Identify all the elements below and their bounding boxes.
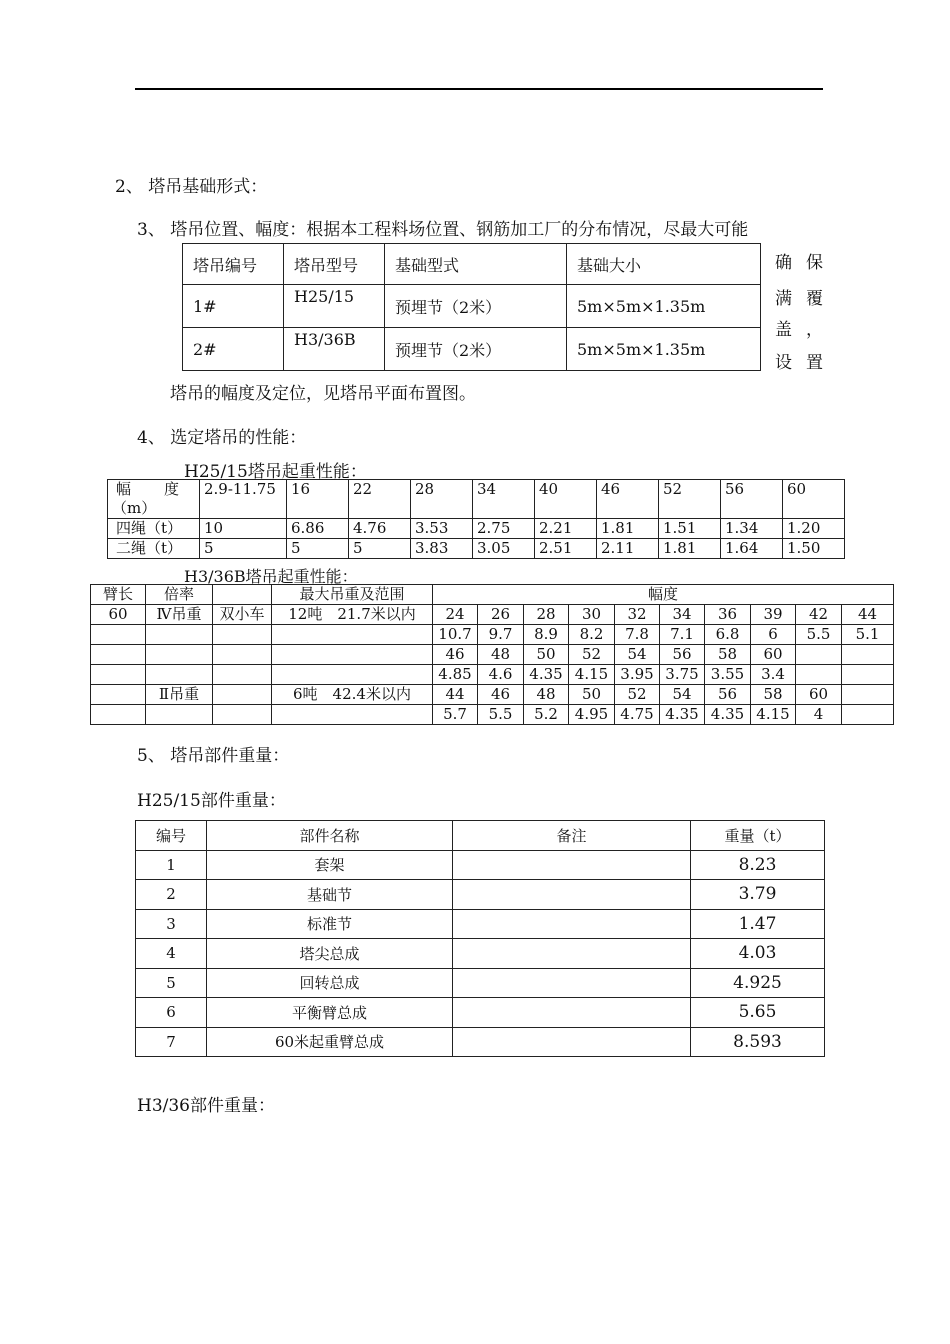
table-cell: 48 [478,645,524,665]
table-cell: 46 [478,685,524,705]
table-cell: 1.51 [659,519,721,539]
h25-performance-title: H25/15塔吊起重性能： [184,462,367,482]
table-cell: 56 [721,480,783,519]
table-cell: 二绳（t） [108,539,200,559]
table-cell [91,645,146,665]
table-cell: 2.21 [535,519,597,539]
table-cell [842,645,894,665]
table-cell: 60 [751,645,796,665]
section-3-continuation: 塔吊的幅度及定位，见塔吊平面布置图。 [170,384,476,404]
table-cell: 3.75 [660,665,705,685]
table-cell: 36 [705,605,751,625]
table-cell [213,685,272,705]
table-cell: 3.53 [411,519,473,539]
table-cell: 4.35 [705,705,751,725]
table-cell: 24 [433,605,478,625]
table-cell [213,645,272,665]
table-cell: 标准节 [207,909,453,939]
wrapped-text-line: 设置 [775,353,837,373]
section-5-heading: 5、 塔吊部件重量： [137,746,290,766]
table-cell: 8.2 [569,625,615,645]
table-cell: 46 [433,645,478,665]
table-header: 编号 [136,821,207,851]
table-header: 备注 [453,821,691,851]
table-cell: 28 [524,605,569,625]
table-cell: 6.8 [705,625,751,645]
table-cell: 6 [751,625,796,645]
table-cell: 1.47 [691,909,825,939]
table-cell [842,705,894,725]
table-cell: 1.50 [783,539,845,559]
table-cell: 6.86 [287,519,349,539]
table-cell: Ⅳ吊重 [146,605,213,625]
table-cell: 22 [349,480,411,519]
table-cell: 54 [660,685,705,705]
table-cell: 30 [569,605,615,625]
table-cell: 双小车 [213,605,272,625]
table-cell: 40 [535,480,597,519]
table-header: 基础型式 [385,244,567,285]
table-cell: 四绳（t） [108,519,200,539]
table-cell: 34 [473,480,535,519]
range-label-cell [108,480,200,519]
table-cell: 58 [705,645,751,665]
table-cell: 2 [136,880,207,910]
table-cell: 52 [615,685,660,705]
table-cell: Ⅱ吊重 [146,685,213,705]
table-header: 臂长 [91,585,146,605]
table-cell [272,665,433,685]
table-cell [91,705,146,725]
table-cell: 2# [183,328,284,371]
table-row [136,850,825,880]
table-header: 幅度 [433,585,894,605]
table-cell: 56 [705,685,751,705]
table-row [136,968,825,998]
table-cell [146,645,213,665]
h3-performance-title: H3/36B塔吊起重性能： [184,567,358,586]
table-cell: 6吨 42.4米以内 [272,685,433,705]
table-cell [796,665,842,685]
table-cell: 4.925 [691,968,825,998]
table-cell: 5.5 [478,705,524,725]
table-cell: 5.2 [524,705,569,725]
table-cell: 10.7 [433,625,478,645]
wrapped-text-line: 确保 [775,253,837,273]
table-cell [796,645,842,665]
table-cell: 28 [411,480,473,519]
table-cell: 5 [287,539,349,559]
table-cell: 4.95 [569,705,615,725]
table-cell: 50 [569,685,615,705]
table-cell: 1# [183,285,284,328]
table-cell: 1.81 [597,519,659,539]
table-cell: 6 [136,998,207,1028]
table-cell: 4.15 [569,665,615,685]
table-cell: 52 [659,480,721,519]
table-cell: 4.76 [349,519,411,539]
table-cell: 1.20 [783,519,845,539]
table-cell: 8.23 [691,850,825,880]
table-cell: 3 [136,909,207,939]
wrapped-text-line: 满覆 [775,289,837,309]
table-cell: 60 [796,685,842,705]
table-cell [146,705,213,725]
table-header: 最大吊重及范围 [272,585,433,605]
table-cell [453,909,691,939]
section-4-heading: 4、 选定塔吊的性能： [137,428,307,448]
table-cell: 3.83 [411,539,473,559]
table-cell: 基础节 [207,880,453,910]
table-row [136,998,825,1028]
table-cell: 预埋节（2米） [385,328,567,371]
table-header: 重量（t） [691,821,825,851]
table-cell: 34 [660,605,705,625]
table-cell [453,968,691,998]
table-cell: 1.34 [721,519,783,539]
table-cell: 4.75 [615,705,660,725]
table-cell: 12吨 21.7米以内 [272,605,433,625]
table-cell [146,625,213,645]
table-cell: 5 [136,968,207,998]
table-cell [272,645,433,665]
table-cell: 60米起重臂总成 [207,1027,453,1057]
table-cell: 3.05 [473,539,535,559]
table-header: 基础大小 [567,244,761,285]
table-cell [453,850,691,880]
table-header [213,585,272,605]
table-cell [272,705,433,725]
table-cell: 塔尖总成 [207,939,453,969]
wrapped-text-line: 盖， [775,320,837,340]
table-cell: 16 [287,480,349,519]
table-cell: 46 [597,480,659,519]
table-cell [453,880,691,910]
table-cell: 5m×5m×1.35m [567,285,761,328]
table-header: 塔吊型号 [284,244,385,285]
table-cell: 4 [796,705,842,725]
table-cell: 5m×5m×1.35m [567,328,761,371]
table-cell [213,665,272,685]
table-cell [213,705,272,725]
table-cell: 1 [136,850,207,880]
table-header: 倍率 [146,585,213,605]
table-cell [91,685,146,705]
table-cell: 7.8 [615,625,660,645]
table-cell: 4 [136,939,207,969]
section-3-heading: 3、 塔吊位置、幅度：根据本工程料场位置、钢筋加工厂的分布情况，尽最大可能 [137,220,749,240]
table-cell: 32 [615,605,660,625]
table-cell [91,625,146,645]
table-row [136,1027,825,1057]
table-cell: 52 [569,645,615,665]
table-cell: 54 [615,645,660,665]
table-cell: 5.5 [796,625,842,645]
table-cell: 8.593 [691,1027,825,1057]
table-cell [213,625,272,645]
table-cell: 2.75 [473,519,535,539]
h25-weights-title: H25/15部件重量： [137,791,286,811]
table-cell: 1.81 [659,539,721,559]
table-cell: 7 [136,1027,207,1057]
h25-component-weight-table [135,820,825,1057]
table-cell: 2.51 [535,539,597,559]
table-cell: 44 [433,685,478,705]
table-cell [842,665,894,685]
table-cell: 5.65 [691,998,825,1028]
table-cell: 58 [751,685,796,705]
table-header: 塔吊编号 [183,244,284,285]
table-cell: 4.35 [660,705,705,725]
table-cell: 4.35 [524,665,569,685]
table-cell: 8.9 [524,625,569,645]
header-rule [135,88,823,90]
table-cell: 回转总成 [207,968,453,998]
table-cell: 5 [200,539,287,559]
table-row [136,909,825,939]
table-cell: H25/15 [284,285,385,328]
table-cell: 3.55 [705,665,751,685]
h3-weights-title: H3/36部件重量： [137,1096,276,1116]
table-cell: 5.1 [842,625,894,645]
table-cell: 3.79 [691,880,825,910]
table-cell: 7.1 [660,625,705,645]
section-2-heading: 2、 塔吊基础形式： [115,177,268,197]
table-cell: 56 [660,645,705,665]
range-label: 幅 度 [116,480,181,498]
table-cell: 2.9-11.75 [200,480,287,519]
table-cell [842,685,894,705]
table-cell [453,998,691,1028]
table-cell: 4.85 [433,665,478,685]
table-cell: 3.4 [751,665,796,685]
table-cell: 4.03 [691,939,825,969]
table-row [136,880,825,910]
range-unit: （m） [112,499,157,517]
tower-crane-foundation-table [182,243,761,371]
table-cell: 5 [349,539,411,559]
h25-performance-table [107,479,845,559]
table-cell: H3/36B [284,328,385,371]
table-cell [453,1027,691,1057]
table-cell: 2.11 [597,539,659,559]
table-cell: 60 [91,605,146,625]
table-cell: 50 [524,645,569,665]
table-cell [146,665,213,685]
table-cell [91,665,146,685]
table-cell: 39 [751,605,796,625]
table-cell: 4.6 [478,665,524,685]
table-cell: 5.7 [433,705,478,725]
table-cell: 10 [200,519,287,539]
table-cell: 预埋节（2米） [385,285,567,328]
table-row [136,939,825,969]
table-cell [272,625,433,645]
table-cell: 26 [478,605,524,625]
table-cell: 42 [796,605,842,625]
table-cell: 3.95 [615,665,660,685]
table-cell: 平衡臂总成 [207,998,453,1028]
table-cell [453,939,691,969]
table-cell: 60 [783,480,845,519]
table-cell: 套架 [207,850,453,880]
table-cell: 4.15 [751,705,796,725]
table-cell: 48 [524,685,569,705]
h3-performance-table [90,584,894,725]
table-cell: 1.64 [721,539,783,559]
table-cell: 9.7 [478,625,524,645]
table-cell: 44 [842,605,894,625]
table-header: 部件名称 [207,821,453,851]
